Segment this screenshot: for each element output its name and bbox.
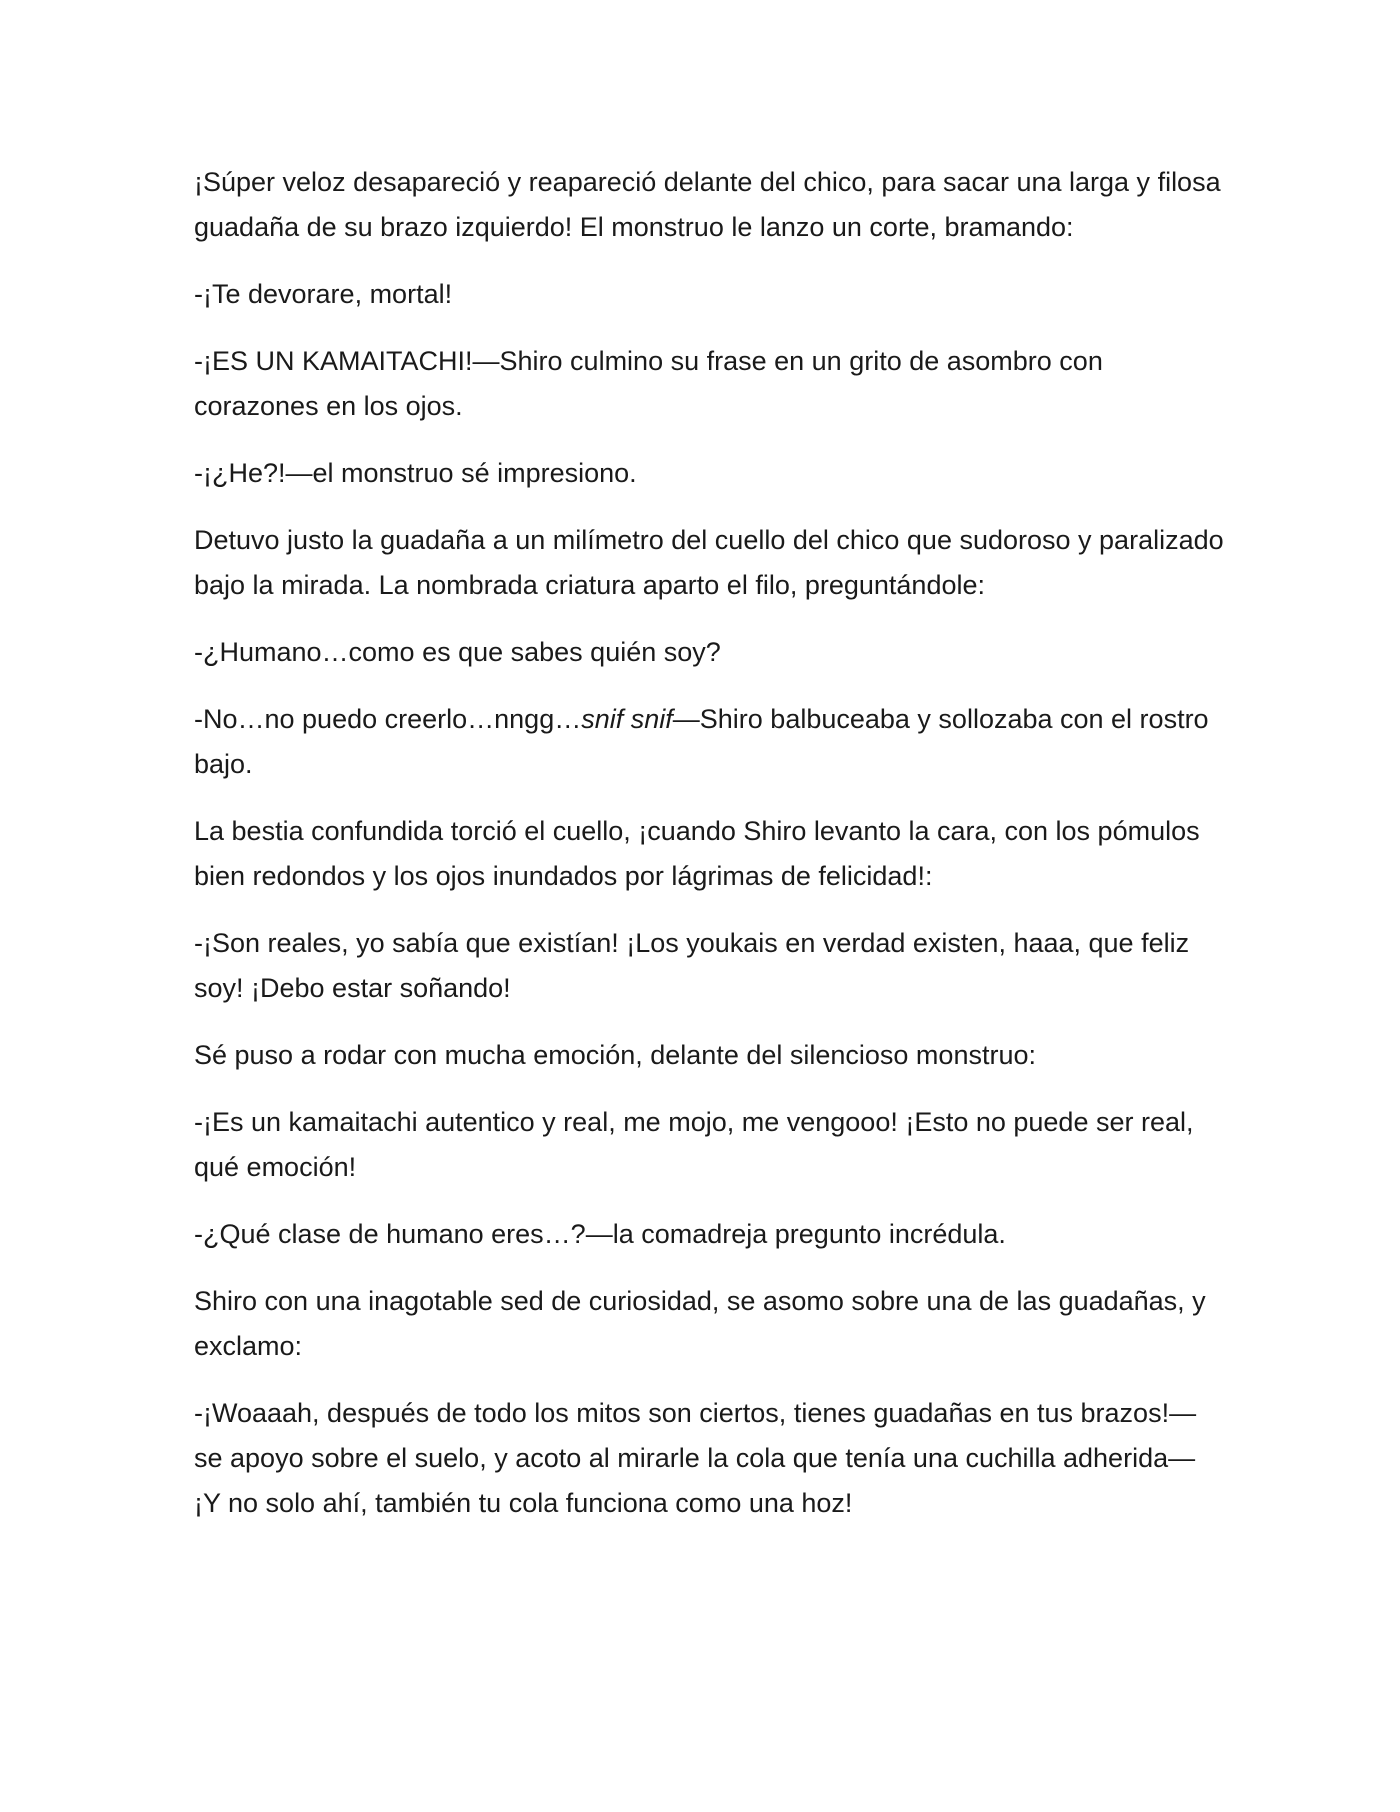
paragraph-text: -¡Es un kamaitachi autentico y real, me mojo, me vengooo! ¡Esto no puede ser real, qué emoción! [194,1107,1194,1182]
paragraph-text: -¡Woaaah, después de todo los mitos son ciertos, tienes guadañas en tus brazos!—se apoyo sobre el suelo, y acoto al mirarle la cola que tenía una cuchilla adherida— ¡Y no solo ahí, también tu cola funciona como una hoz! [194,1398,1197,1518]
paragraph [194,1100,1224,1190]
paragraph-text: -¡¿He?!—el monstruo sé impresiono. [194,458,637,488]
paragraph-text: -No…no puedo creerlo…nngg… [194,704,582,734]
paragraph-text: —Shiro balbuceaba y sollozaba con el rostro bajo. [194,704,1209,779]
paragraph [194,1212,1224,1257]
paragraph-text: -¿Qué clase de humano eres…?—la comadreja pregunto incrédula. [194,1219,1006,1249]
paragraph-text: Detuvo justo la guadaña a un milímetro del cuello del chico que sudoroso y paralizado bajo la mirada. La nombrada criatura aparto el filo, preguntándole: [194,525,1224,600]
paragraph-text: -¡ES UN KAMAITACHI!—Shiro culmino su frase en un grito de asombro con corazones en los ojos. [194,346,1103,421]
paragraph [194,451,1224,496]
paragraph-text: Shiro con una inagotable sed de curiosidad, se asomo sobre una de las guadañas, y exclamo: [194,1286,1206,1361]
paragraph [194,809,1224,899]
paragraph [194,1391,1224,1526]
paragraph [194,160,1224,250]
paragraph [194,921,1224,1011]
paragraph [194,339,1224,429]
paragraph [194,1033,1224,1078]
paragraph-text: La bestia confundida torció el cuello, ¡cuando Shiro levanto la cara, con los pómulos bien redondos y los ojos inundados por lágrimas de felicidad!: [194,816,1200,891]
paragraph [194,518,1224,608]
paragraph [194,697,1224,787]
paragraph-text: -¡Son reales, yo sabía que existían! ¡Los youkais en verdad existen, haaa, que feliz soy! ¡Debo estar soñando! [194,928,1190,1003]
paragraph [194,1279,1224,1369]
italic-text: snif snif [581,704,673,734]
paragraph-text: -¡Te devorare, mortal! [194,279,453,309]
document-body [194,160,1224,1548]
paragraph-text: ¡Súper veloz desapareció y reapareció delante del chico, para sacar una larga y filosa guadaña de su brazo izquierdo! El monstruo le lanzo un corte, bramando: [194,167,1221,242]
paragraph-text: -¿Humano…como es que sabes quién soy? [194,637,721,667]
paragraph [194,630,1224,675]
paragraph [194,272,1224,317]
paragraph-text: Sé puso a rodar con mucha emoción, delante del silencioso monstruo: [194,1040,1036,1070]
